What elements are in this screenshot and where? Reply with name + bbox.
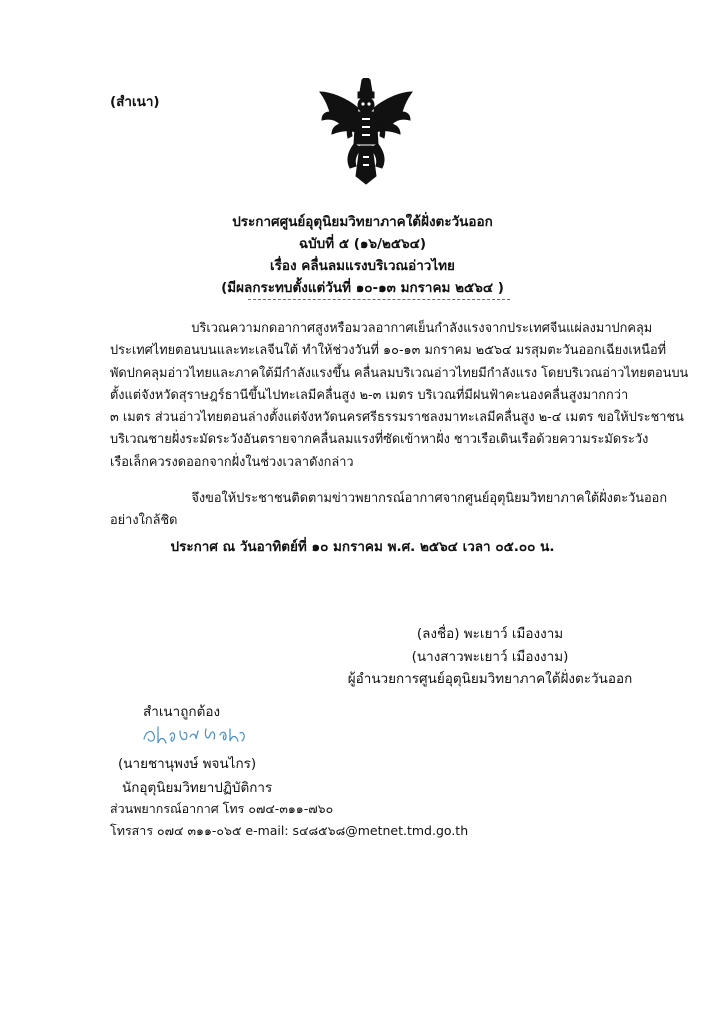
body-paragraph-2 — [110, 488, 668, 533]
certified-copy-label: สำเนาถูกต้อง — [143, 704, 221, 720]
paragraph-line: จึงขอให้ประชาชนติดตามข่าวพยากรณ์อากาศจากศูนย์อุตุนิยมวิทยาภาคใต้ฝั่งตะวันออก — [110, 491, 668, 506]
certifier-position: นักอุตุนิยมวิทยาปฏิบัติการ — [122, 780, 273, 796]
copy-mark: (สำเนา) — [110, 94, 160, 110]
effective-dates: (มีผลกระทบตั้งแต่วันที่ ๑๐-๑๓ มกราคม ๒๕๖๔ ) — [221, 280, 504, 296]
announcement-title: ประกาศศูนย์อุตุนิยมวิทยาภาคใต้ฝั่งตะวันออก — [232, 214, 493, 230]
body-paragraph-1 — [110, 318, 689, 474]
proclamation-date: ประกาศ ณ วันอาทิตย์ที่ ๑๐ มกราคม พ.ศ. ๒๕๖๔ เวลา ๐๕.๐๐ น. — [170, 539, 555, 555]
issue-number: ฉบับที่ ๕ (๑๖/๒๕๖๔) — [298, 236, 427, 252]
signer-name: (นางสาวพะเยาว์ เมืองงาม) — [411, 649, 569, 665]
paragraph-line: ตั้งแต่จังหวัดสุราษฎร์ธานีขึ้นไปทะเลมีคลื่นสูง ๒-๓ เมตร บริเวณที่มีฝนฟ้าคะนองคลื่นสูงมากกว่า — [110, 387, 629, 403]
handwritten-signature — [140, 717, 250, 751]
paragraph-line: ๓ เมตร ส่วนอ่าวไทยตอนล่างตั้งแต่จังหวัดนครศรีธรรมราชลงมาทะเลมีคลื่นสูง ๒-๔ เมตร ขอให้ประชาชน — [110, 410, 684, 426]
paragraph-line: เรือเล็กควรงดออกจากฝั่งในช่วงเวลาดังกล่าว — [110, 454, 354, 470]
title-divider — [248, 299, 510, 300]
paragraph-line: อย่างใกล้ชิด — [110, 513, 178, 529]
signed-line: (ลงชื่อ) พะเยาว์ เมืองงาม — [416, 626, 564, 642]
contact-phone: ส่วนพยากรณ์อากาศ โทร ๐๗๔-๓๑๑-๗๖๐ — [110, 801, 334, 816]
paragraph-line: พัดปกคลุมอ่าวไทยและภาคใต้มีกำลังแรงขึ้น คลื่นลมบริเวณอ่าวไทยมีกำลังแรง โดยบริเวณอ่าวไทยตอนบน — [110, 365, 689, 381]
certifier-name: (นายชานุพงษ์ พจนไกร) — [118, 756, 257, 772]
signer-position: ผู้อำนวยการศูนย์อุตุนิยมวิทยาภาคใต้ฝั่งตะวันออก — [347, 671, 633, 687]
garuda-emblem-icon — [318, 78, 414, 186]
paragraph-line: บริเวณชายฝั่งระมัดระวังอันตรายจากคลื่นลมแรงที่ซัดเข้าหาฝั่ง ชาวเรือเดินเรือด้วยความระมัดระวัง — [110, 432, 649, 448]
contact-fax-email: โทรสาร ๐๗๔ ๓๑๑-๐๖๕ e-mail: s๔๘๕๖๘@metnet.tmd.go.th — [110, 823, 469, 838]
paragraph-line: บริเวณความกดอากาศสูงหรือมวลอากาศเย็นกำลังแรงจากประเทศจีนแผ่ลงมาปกคลุม — [110, 321, 653, 336]
paragraph-line: ประเทศไทยตอนบนและทะเลจีนใต้ ทำให้ช่วงวันที่ ๑๐-๑๓ มกราคม ๒๕๖๔ มรสุมตะวันออกเฉียงเหนือที่ — [110, 343, 667, 359]
subject: เรื่อง คลื่นลมแรงบริเวณอ่าวไทย — [270, 258, 455, 274]
